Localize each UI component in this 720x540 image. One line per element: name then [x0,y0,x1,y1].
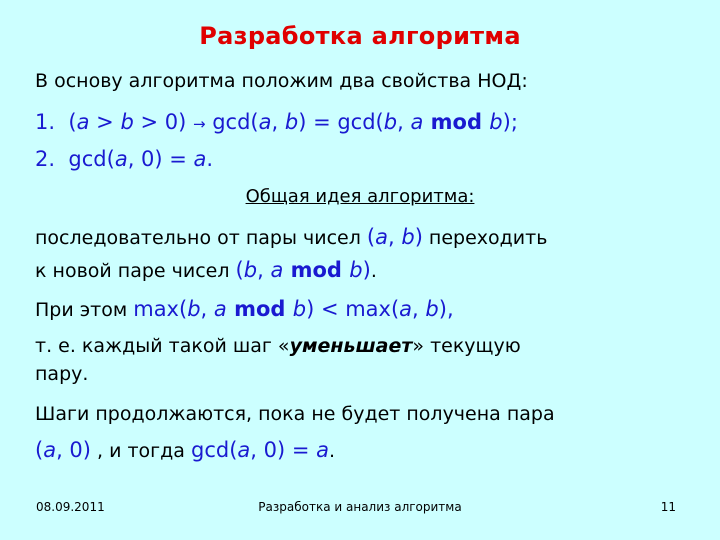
formula-part: ), [438,297,454,321]
formula-part: , 0) = [127,147,194,171]
var-b: b [292,297,307,321]
idea-line-4 [35,335,521,357]
formula-part: , [387,225,402,249]
formula-part: ( [35,438,44,462]
idea-line-1 [35,225,547,249]
formula-part: > 0) [133,110,193,134]
var-b: b [383,110,398,134]
var-a: a [258,110,272,134]
var-b: b [284,110,299,134]
idea-text: » текущую [412,335,521,357]
var-a: a [316,438,330,462]
emphasis-word: уменьшает [289,335,413,357]
idea-text: При этом [35,299,134,321]
formula-part: ); [502,110,518,134]
steps-text: . [329,440,336,462]
formula-part: , 0) [56,438,91,462]
formula-part: ( [68,110,77,134]
formula-part: gcd( [68,147,115,171]
subtitle [0,186,720,207]
var-b: b [120,110,134,134]
formula-part: > [89,110,121,134]
idea-text: переходить [422,227,548,249]
formula-part: ) [414,225,423,249]
mod-operator: mod [423,110,490,134]
idea-line-2 [35,258,377,282]
var-b: b [349,258,363,282]
formula-part: ( [235,258,244,282]
var-a: a [410,110,424,134]
steps-line-1: Шаги продолжаются, пока не будет получена пара [35,403,555,425]
formula-part: . [206,147,214,171]
footer-date: 08.09.2011 [36,500,105,514]
var-b: b [243,258,258,282]
formula-part: , [397,110,411,134]
property-2 [35,147,213,171]
formula-part: , [271,110,285,134]
mod-operator: mod [226,297,293,321]
var-b: b [425,297,439,321]
footer-page-number: 11 [660,500,676,514]
intro-text: В основу алгоритма положим два свойства НОД: [35,70,528,92]
idea-text: последовательно от пары чисел [35,227,367,249]
var-a: a [237,438,251,462]
formula-part: , [257,258,271,282]
var-a: a [399,297,413,321]
formula-part: , [200,297,214,321]
property-1 [35,110,518,134]
var-b: b [489,110,503,134]
steps-text: , и тогда [90,440,191,462]
formula-part: ) < max( [306,297,400,321]
formula-part: , [412,297,426,321]
mod-operator: mod [283,258,350,282]
idea-line-3 [35,297,454,321]
formula-part: max( [133,297,188,321]
var-a: a [114,147,128,171]
formula-part: ( [366,225,376,249]
steps-line-2 [35,438,335,462]
implies-arrow: → [192,115,206,133]
idea-line-5: пару. [35,363,89,385]
idea-text: . [370,260,377,282]
var-a: a [76,110,90,134]
var-a: a [193,147,207,171]
var-a: a [270,258,284,282]
idea-text: т. е. каждый такой шаг « [35,335,290,357]
property-number: 2. [35,147,56,171]
formula-part: gcd( [191,438,238,462]
footer-title: Разработка и анализ алгоритма [258,500,462,514]
var-a: a [375,225,388,249]
var-b: b [187,297,201,321]
formula-part: ) = gcd( [298,110,384,134]
property-number: 1. [35,110,56,134]
formula-part: , 0) = [250,438,317,462]
formula-part: ) [362,258,371,282]
var-a: a [43,438,57,462]
var-a: a [213,297,227,321]
idea-text: к новой паре чисел [35,260,236,282]
formula-part: gcd( [205,110,259,134]
var-b: b [401,225,415,249]
subtitle-text: Общая идея алгоритма: [245,186,475,207]
slide-title: Разработка алгоритма [199,22,521,50]
